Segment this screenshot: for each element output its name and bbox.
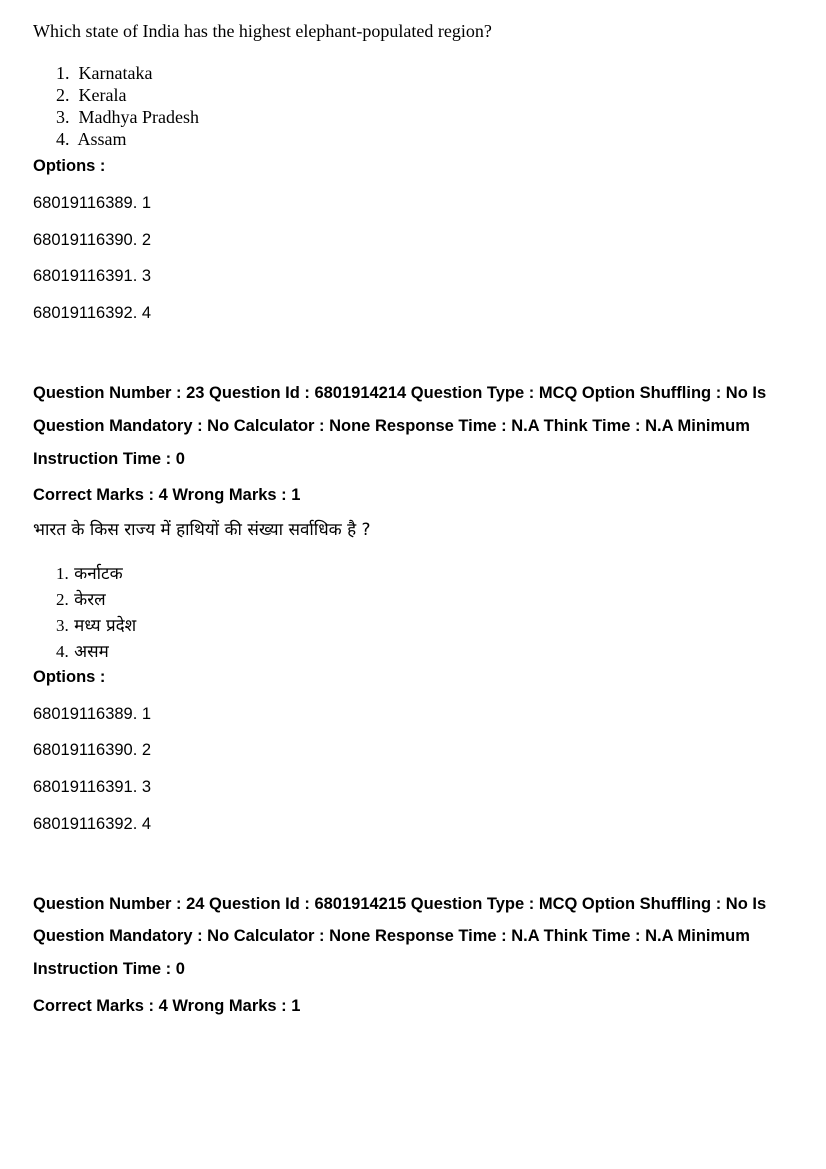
options-label: Options : (33, 157, 106, 175)
question-meta-line1: Question Number : 24 Question Id : 6801914215 Question Type : MCQ Option Shuffling : No Is (33, 895, 767, 913)
question-text-en: Which state of India has the highest elephant-populated region? (33, 21, 492, 41)
option-3: 68019116391. 3 (33, 778, 152, 796)
list-item: 3. मध्य प्रदेश (56, 616, 137, 636)
option-2: 68019116390. 2 (33, 231, 152, 249)
question-meta-line2: Question Mandatory : No Calculator : None Response Time : N.A Think Time : N.A Minimum (33, 417, 750, 435)
options-label: Options : (33, 668, 106, 686)
question-marks: Correct Marks : 4 Wrong Marks : 1 (33, 486, 301, 504)
list-item: 2. Kerala (56, 85, 127, 105)
option-4: 68019116392. 4 (33, 304, 152, 322)
question-meta-line1: Question Number : 23 Question Id : 6801914214 Question Type : MCQ Option Shuffling : No Is (33, 384, 767, 402)
question-meta-line3: Instruction Time : 0 (33, 960, 185, 978)
option-1: 68019116389. 1 (33, 194, 152, 212)
question-meta-line2: Question Mandatory : No Calculator : None Response Time : N.A Think Time : N.A Minimum (33, 927, 750, 945)
question-marks: Correct Marks : 4 Wrong Marks : 1 (33, 997, 301, 1015)
option-4: 68019116392. 4 (33, 815, 152, 833)
list-item: 3. Madhya Pradesh (56, 107, 199, 127)
choice-list-en (56, 62, 199, 150)
question-meta-line3: Instruction Time : 0 (33, 450, 185, 468)
choice-list-hi (56, 561, 136, 665)
list-item: 1. कर्नाटक (56, 564, 123, 584)
list-item: 1. Karnataka (56, 63, 153, 83)
option-2: 68019116390. 2 (33, 741, 152, 759)
question-text-hi: भारत के किस राज्य में हाथियों की संख्या सर्वाधिक है ? (33, 520, 371, 540)
option-1: 68019116389. 1 (33, 705, 152, 723)
list-item: 4. Assam (56, 129, 127, 149)
list-item: 4. असम (56, 642, 109, 662)
list-item: 2. केरल (56, 590, 106, 610)
option-3: 68019116391. 3 (33, 267, 152, 285)
